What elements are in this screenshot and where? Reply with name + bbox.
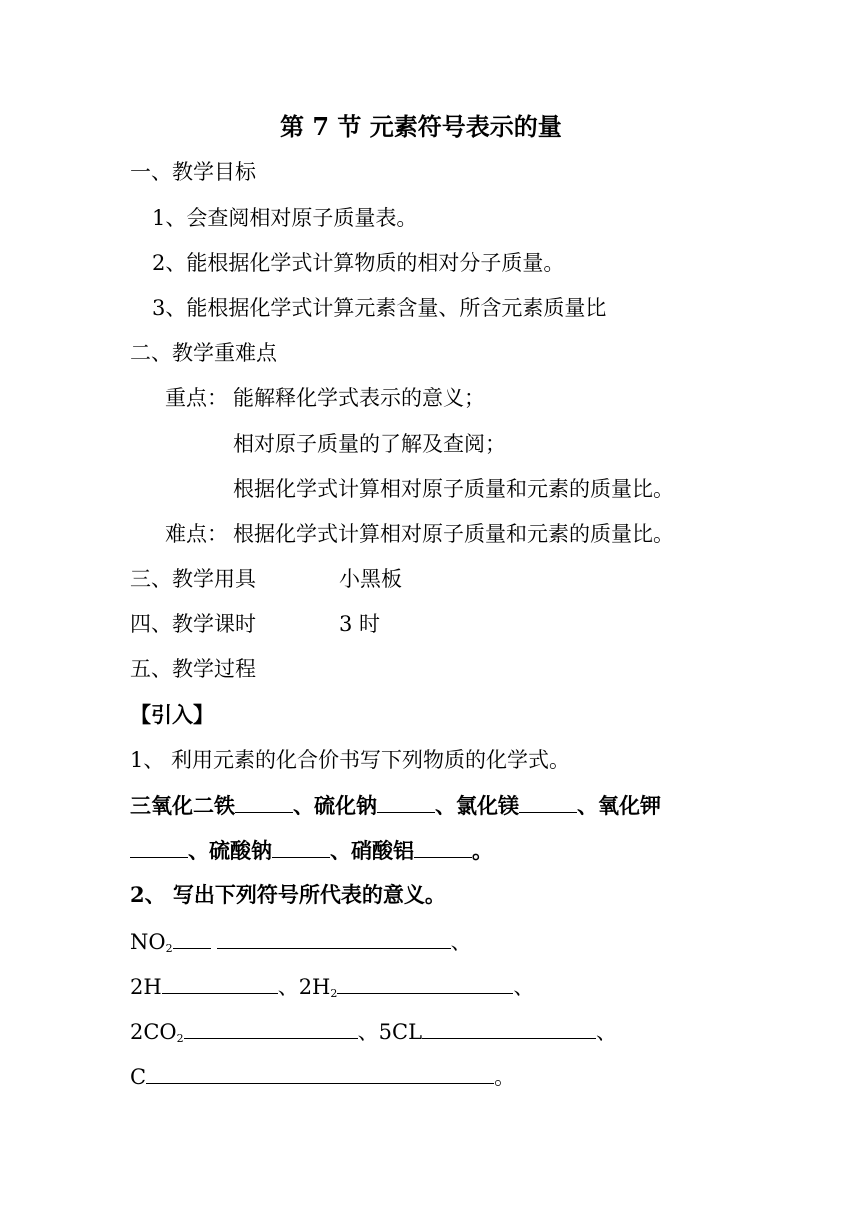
- separator: 、: [513, 975, 535, 999]
- compound-name: 硝酸铝: [351, 838, 414, 863]
- symbol-line-2: [130, 973, 534, 1007]
- separator: 、: [357, 1020, 379, 1044]
- page-title: 第 7 节 元素符号表示的量: [280, 112, 562, 141]
- key-point: 能解释化学式表示的意义；: [233, 386, 485, 410]
- answer-blank[interactable]: [173, 928, 211, 949]
- hours-value: 3 时: [339, 612, 381, 636]
- compound-line-2: [130, 837, 493, 864]
- objective-item: 2、能根据化学式计算物质的相对分子质量。: [152, 251, 565, 275]
- answer-blank[interactable]: [130, 837, 188, 858]
- separator: 、: [188, 838, 209, 863]
- compound-name: 硫酸钠: [209, 838, 272, 863]
- separator: 、: [277, 975, 299, 999]
- answer-blank[interactable]: [377, 792, 435, 813]
- compound-name: 硫化钠: [314, 793, 377, 818]
- separator: 、: [450, 930, 472, 954]
- compound-name: 三氧化二铁: [130, 793, 235, 818]
- answer-blank[interactable]: [184, 1018, 358, 1039]
- compound-name: 氯化镁: [456, 793, 519, 818]
- difficult-label: 难点：: [165, 522, 228, 546]
- answer-blank[interactable]: [337, 973, 513, 994]
- process-heading: 五、教学过程: [130, 657, 256, 681]
- end-mark: 。: [494, 1065, 516, 1089]
- tools-value: 小黑板: [339, 567, 402, 591]
- answer-blank[interactable]: [414, 837, 472, 858]
- question-1: 1、 利用元素的化合价书写下列物质的化学式。: [130, 748, 571, 772]
- answer-blank[interactable]: [272, 837, 330, 858]
- answer-blank[interactable]: [162, 973, 278, 994]
- symbol-2h: 2H: [130, 975, 162, 999]
- separator: 、: [293, 793, 314, 818]
- symbol-line-1: [130, 928, 472, 962]
- key-point: 根据化学式计算相对原子质量和元素的质量比。: [233, 477, 674, 501]
- objectives-heading: 一、教学目标: [130, 160, 256, 184]
- symbol-line-4: [130, 1063, 515, 1090]
- answer-blank[interactable]: [422, 1018, 596, 1039]
- separator: 、: [330, 838, 351, 863]
- separator: 、: [577, 793, 598, 818]
- answer-blank[interactable]: [146, 1063, 494, 1084]
- keypoints-heading: 二、教学重难点: [130, 341, 277, 365]
- end-mark: 。: [472, 838, 493, 863]
- compound-name: 氧化钾: [598, 793, 661, 818]
- objective-item: 1、会查阅相对原子质量表。: [152, 206, 418, 230]
- tools-heading: 三、教学用具: [130, 567, 256, 591]
- key-label: 重点：: [165, 386, 228, 410]
- answer-blank[interactable]: [519, 792, 577, 813]
- key-point: 相对原子质量的了解及查阅；: [233, 432, 506, 456]
- separator: 、: [435, 793, 456, 818]
- symbol-2h2: $2H_2$: [298, 975, 338, 1000]
- objective-item: 3、能根据化学式计算元素含量、所含元素质量比: [152, 296, 607, 320]
- difficult-point: 根据化学式计算相对原子质量和元素的质量比。: [233, 522, 674, 546]
- question-2: 2、 写出下列符号所代表的意义。: [130, 882, 446, 907]
- symbol-5cl: 5CL: [378, 1020, 423, 1044]
- answer-blank[interactable]: [217, 928, 451, 949]
- symbol-2co2: $2CO_2$: [130, 1020, 184, 1045]
- compound-line-1: [130, 792, 661, 819]
- hours-heading: 四、教学课时: [130, 612, 256, 636]
- separator: 、: [596, 1020, 618, 1044]
- symbol-c: C: [130, 1065, 147, 1089]
- symbol-no2: $NO_2$: [130, 930, 173, 955]
- symbol-line-3: [130, 1018, 617, 1052]
- answer-blank[interactable]: [235, 792, 293, 813]
- intro-heading: 【引入】: [130, 702, 214, 727]
